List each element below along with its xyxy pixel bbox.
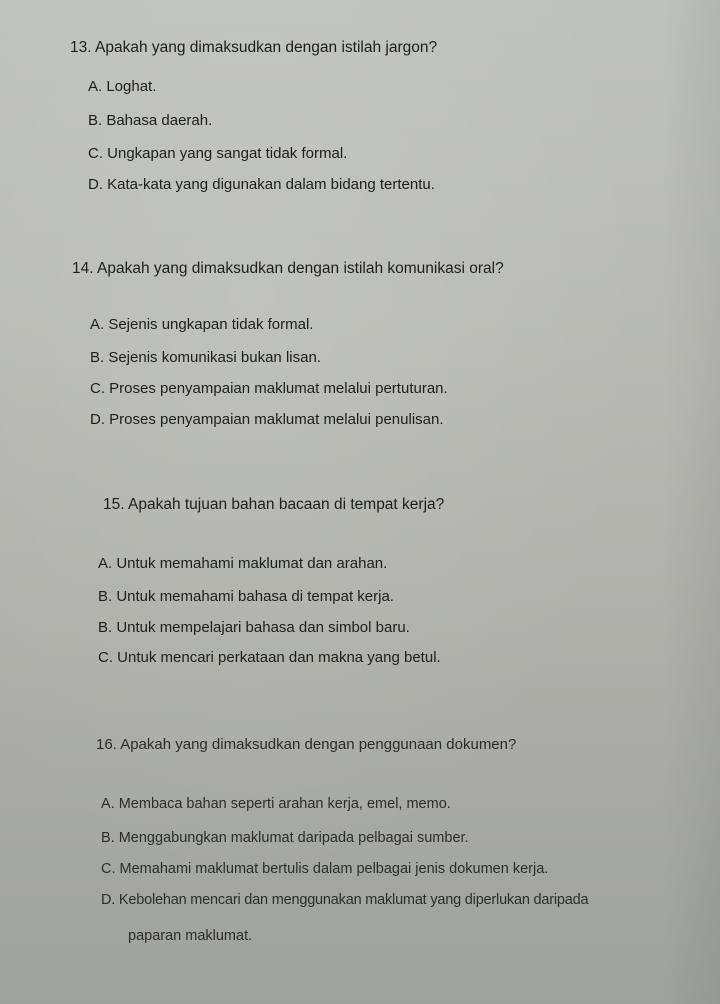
question-13-option-d: D. Kata-kata yang digunakan dalam bidang tertentu. <box>88 176 435 193</box>
question-14-option-b: B. Sejenis komunikasi bukan lisan. <box>90 349 321 366</box>
question-13-option-b: B. Bahasa daerah. <box>88 112 213 129</box>
question-16-option-a: A. Membaca bahan seperti arahan kerja, emel, memo. <box>101 796 451 812</box>
question-15-option-a: A. Untuk memahami maklumat dan arahan. <box>98 555 388 572</box>
question-15-option-b: B. Untuk memahami bahasa di tempat kerja. <box>98 588 394 605</box>
question-16-option-b: B. Menggabungkan maklumat daripada pelbagai sumber. <box>101 830 469 846</box>
question-15: 15. Apakah tujuan bahan bacaan di tempat kerja? <box>103 496 445 513</box>
question-16-option-d: D. Kebolehan mencari dan menggunakan maklumat yang diperlukan daripada <box>101 892 589 908</box>
question-14-option-c: C. Proses penyampaian maklumat melalui pertuturan. <box>90 380 448 397</box>
page-shadow <box>660 0 720 1004</box>
question-13-option-a: A. Loghat. <box>88 78 157 95</box>
question-16: 16. Apakah yang dimaksudkan dengan penggunaan dokumen? <box>96 736 517 753</box>
question-13-option-c: C. Ungkapan yang sangat tidak formal. <box>88 145 348 162</box>
question-15-option-c: C. Untuk mencari perkataan dan makna yang betul. <box>98 649 441 666</box>
question-14: 14. Apakah yang dimaksudkan dengan istilah komunikasi oral? <box>72 260 504 277</box>
question-14-option-a: A. Sejenis ungkapan tidak formal. <box>90 316 314 333</box>
question-14-option-d: D. Proses penyampaian maklumat melalui penulisan. <box>90 411 444 428</box>
question-16-option-c: C. Memahami maklumat bertulis dalam pelbagai jenis dokumen kerja. <box>101 861 549 877</box>
question-13: 13. Apakah yang dimaksudkan dengan istilah jargon? <box>70 39 438 56</box>
question-15-option-b2: B. Untuk mempelajari bahasa dan simbol baru. <box>98 619 410 636</box>
question-16-option-d-continuation: paparan maklumat. <box>128 928 253 944</box>
